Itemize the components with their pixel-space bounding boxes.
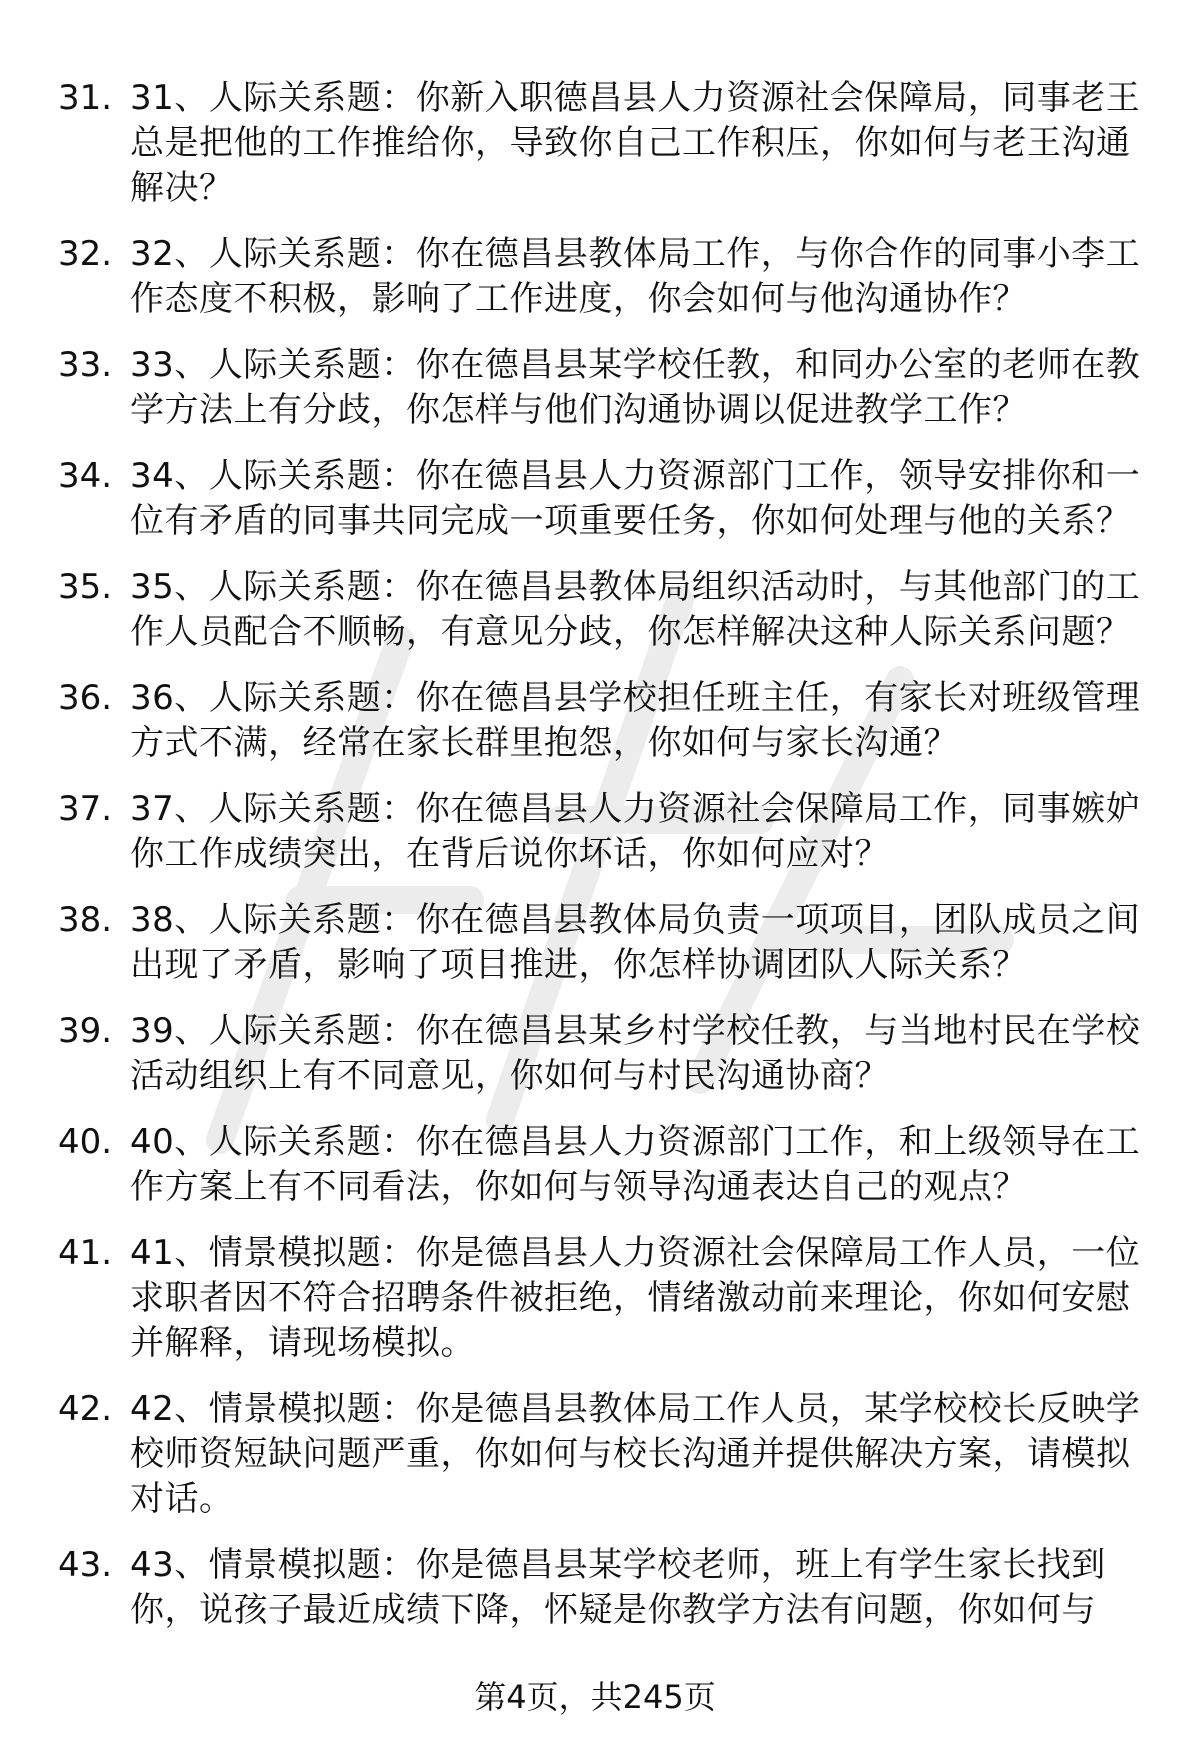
question-number: 40.: [58, 1122, 113, 1162]
question-item: [58, 76, 1153, 211]
question-item: [58, 1120, 1153, 1210]
question-item: [58, 565, 1153, 655]
question-item: [58, 1009, 1153, 1099]
question-number: 36.: [58, 678, 113, 718]
question-number: 43.: [58, 1545, 113, 1585]
question-item: [58, 676, 1153, 766]
question-text: 36、人际关系题：你在德昌县学校担任班主任，有家长对班级管理方式不满，经常在家长群里抱怨，你如何与家长沟通？: [130, 678, 1141, 763]
question-item: [58, 1543, 1153, 1633]
question-number: 34.: [58, 456, 113, 496]
question-number: 31.: [58, 78, 113, 118]
question-text: 40、人际关系题：你在德昌县人力资源部门工作，和上级领导在工作方案上有不同看法，你如何与领导沟通表达自己的观点？: [130, 1122, 1141, 1207]
question-item: [58, 232, 1153, 322]
question-item: [58, 1387, 1153, 1522]
question-item: [58, 343, 1153, 433]
question-text: 34、人际关系题：你在德昌县人力资源部门工作，领导安排你和一位有矛盾的同事共同完成一项重要任务，你如何处理与他的关系？: [130, 456, 1141, 541]
question-text: 33、人际关系题：你在德昌县某学校任教，和同办公室的老师在教学方法上有分歧，你怎样与他们沟通协调以促进教学工作？: [130, 345, 1141, 430]
question-text: 39、人际关系题：你在德昌县某乡村学校任教，与当地村民在学校活动组织上有不同意见，你如何与村民沟通协商？: [130, 1011, 1141, 1096]
question-number: 33.: [58, 345, 113, 385]
question-item: [58, 1231, 1153, 1366]
question-number: 32.: [58, 234, 113, 274]
question-item: [58, 454, 1153, 544]
question-text: 37、人际关系题：你在德昌县人力资源社会保障局工作，同事嫉妒你工作成绩突出，在背后说你坏话，你如何应对？: [130, 789, 1141, 874]
question-text: 38、人际关系题：你在德昌县教体局负责一项项目，团队成员之间出现了矛盾，影响了项目推进，你怎样协调团队人际关系？: [130, 900, 1141, 985]
question-list: [58, 76, 1153, 1654]
question-text: 43、情景模拟题：你是德昌县某学校老师，班上有学生家长找到你，说孩子最近成绩下降，怀疑是你教学方法有问题，你如何与: [130, 1545, 1106, 1630]
question-number: 42.: [58, 1389, 113, 1429]
question-number: 39.: [58, 1011, 113, 1051]
question-number: 38.: [58, 900, 113, 940]
question-number: 35.: [58, 567, 113, 607]
question-item: [58, 898, 1153, 988]
question-text: 35、人际关系题：你在德昌县教体局组织活动时，与其他部门的工作人员配合不顺畅，有意见分歧，你怎样解决这种人际关系问题？: [130, 567, 1141, 652]
question-number: 37.: [58, 789, 113, 829]
question-number: 41.: [58, 1233, 113, 1273]
question-text: 31、人际关系题：你新入职德昌县人力资源社会保障局，同事老王总是把他的工作推给你，导致你自己工作积压，你如何与老王沟通解决？: [130, 78, 1141, 208]
question-text: 42、情景模拟题：你是德昌县教体局工作人员，某学校校长反映学校师资短缺问题严重，你如何与校长沟通并提供解决方案，请模拟对话。: [130, 1389, 1141, 1519]
question-text: 41、情景模拟题：你是德昌县人力资源社会保障局工作人员，一位求职者因不符合招聘条件被拒绝，情绪激动前来理论，你如何安慰并解释，请现场模拟。: [130, 1233, 1141, 1363]
question-item: [58, 787, 1153, 877]
question-text: 32、人际关系题：你在德昌县教体局工作，与你合作的同事小李工作态度不积极，影响了工作进度，你会如何与他沟通协作？: [130, 234, 1141, 319]
page-number-footer: 第4页，共245页: [474, 1678, 716, 1716]
